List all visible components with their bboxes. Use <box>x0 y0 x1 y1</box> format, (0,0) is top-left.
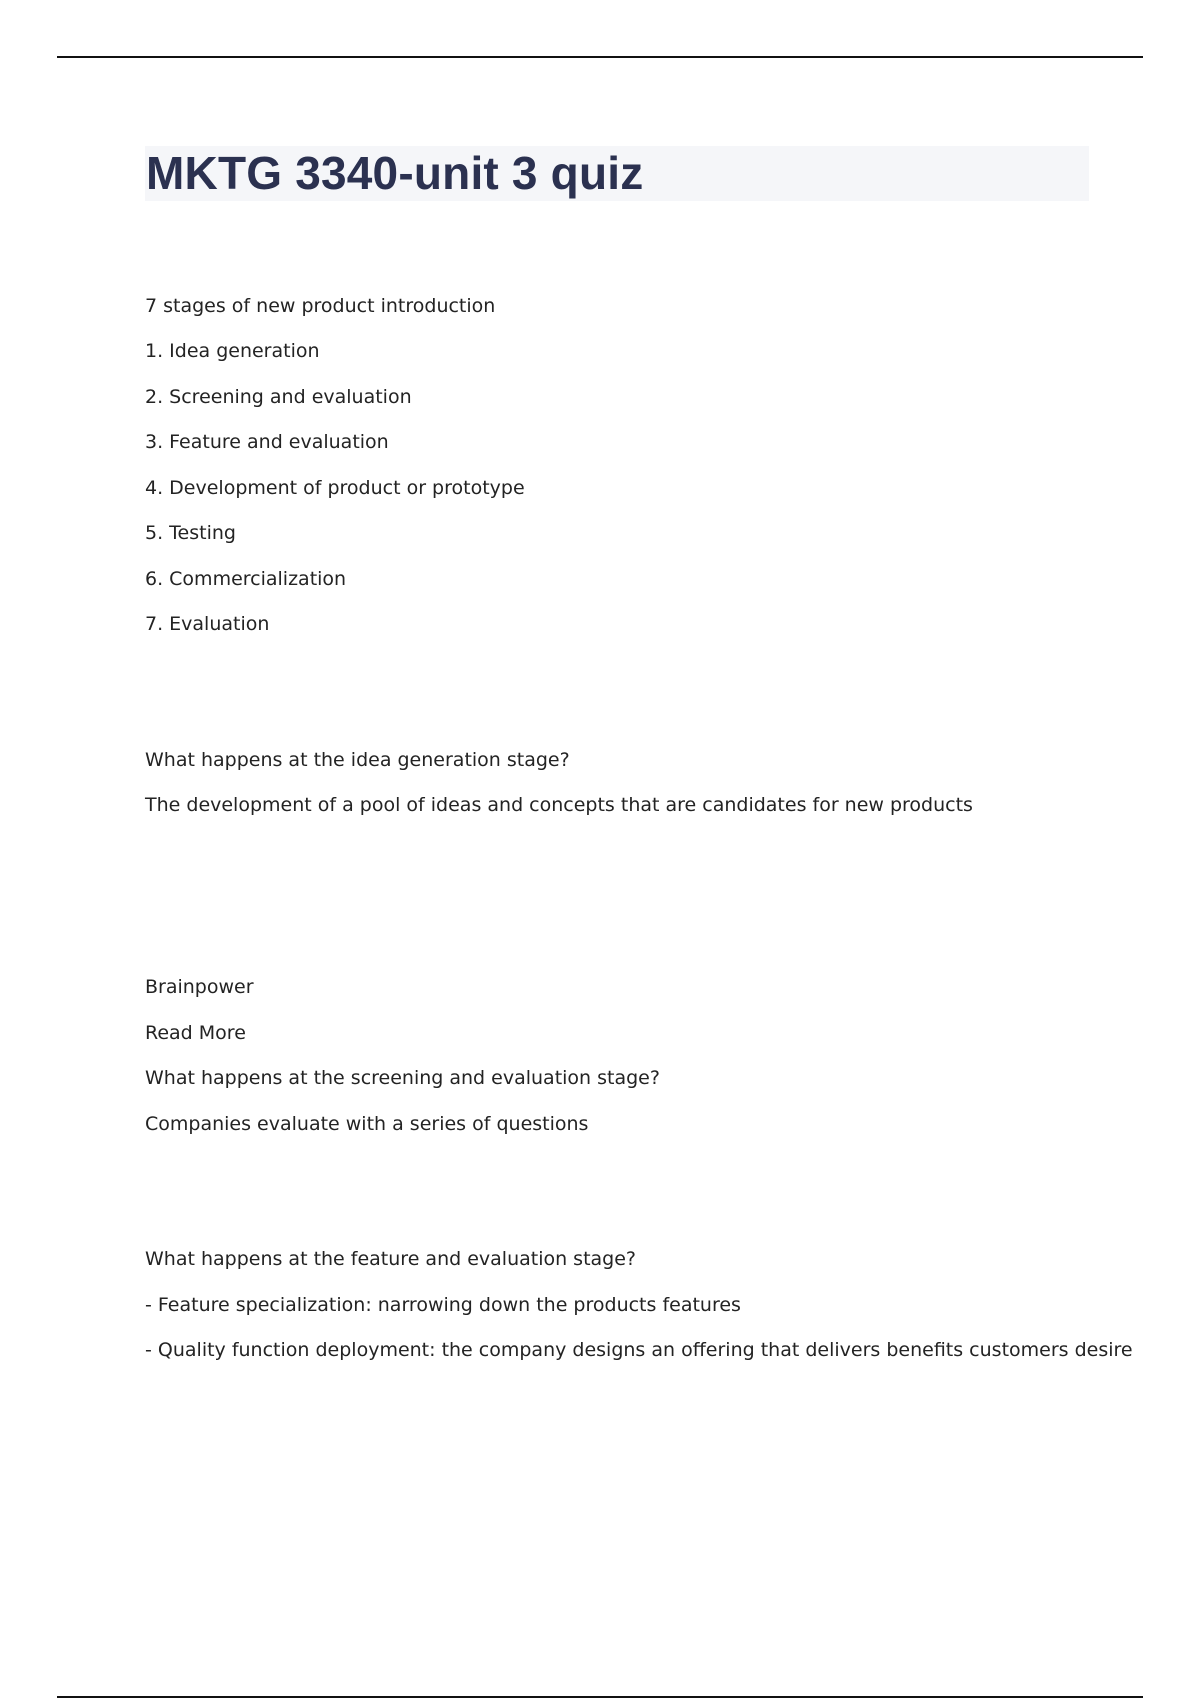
bottom-rule <box>57 1696 1143 1698</box>
stages-heading: 7 stages of new product introduction <box>145 295 496 317</box>
read-more-link[interactable]: Read More <box>145 1022 246 1044</box>
answer-feature-point-1: - Feature specialization: narrowing down the products features <box>145 1294 741 1316</box>
document-title: MKTG 3340-unit 3 quiz <box>146 147 644 199</box>
answer-feature-point-2: - Quality function deployment: the company designs an offering that delivers benefits customers desire <box>145 1339 1133 1361</box>
answer-idea-generation: The development of a pool of ideas and concepts that are candidates for new products <box>145 794 973 816</box>
answer-screening: Companies evaluate with a series of questions <box>145 1113 589 1135</box>
question-feature-evaluation: What happens at the feature and evaluation stage? <box>145 1248 637 1270</box>
stage-item-5: 5. Testing <box>145 522 236 544</box>
stage-item-4: 4. Development of product or prototype <box>145 477 525 499</box>
stage-item-1: 1. Idea generation <box>145 340 320 362</box>
stage-item-2: 2. Screening and evaluation <box>145 386 412 408</box>
question-screening: What happens at the screening and evaluation stage? <box>145 1067 660 1089</box>
stage-item-6: 6. Commercialization <box>145 568 347 590</box>
stage-item-7: 7. Evaluation <box>145 613 270 635</box>
question-idea-generation: What happens at the idea generation stage? <box>145 749 570 771</box>
stage-item-3: 3. Feature and evaluation <box>145 431 389 453</box>
brainpower-label: Brainpower <box>145 976 254 998</box>
top-rule <box>57 56 1143 58</box>
